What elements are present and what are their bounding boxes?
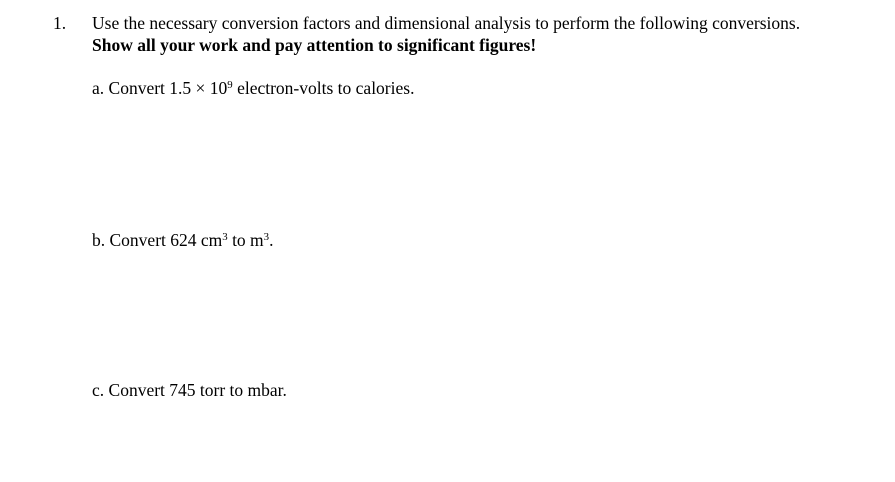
part-c-text: Convert 745 torr to mbar. xyxy=(108,380,287,400)
question-intro xyxy=(92,12,800,56)
part-b-mid: to m xyxy=(227,230,264,250)
part-c xyxy=(92,379,287,401)
part-a-pre: Convert 1.5 × 10 xyxy=(108,78,228,98)
part-b-pre: Convert 624 cm xyxy=(109,230,223,250)
part-b-post: . xyxy=(269,230,274,250)
part-c-label: c. xyxy=(92,380,105,400)
part-b-text xyxy=(110,230,274,250)
part-b-exponent-1: 3 xyxy=(222,231,228,244)
part-b-exponent-2: 3 xyxy=(263,231,270,244)
part-a-text xyxy=(109,78,415,98)
part-b-label: b. xyxy=(92,230,106,250)
question-instruction: Use the necessary conversion factors and dimensional analysis to perform the following conversions. xyxy=(92,13,801,33)
question-number: 1. xyxy=(53,13,67,33)
part-b xyxy=(92,229,273,251)
part-a-label: a. xyxy=(92,78,105,98)
part-a xyxy=(92,77,414,99)
part-a-exponent: 9 xyxy=(227,79,233,92)
part-a-post: electron-volts to calories. xyxy=(232,78,415,98)
question-emphasis: Show all your work and pay attention to significant figures! xyxy=(92,35,537,55)
